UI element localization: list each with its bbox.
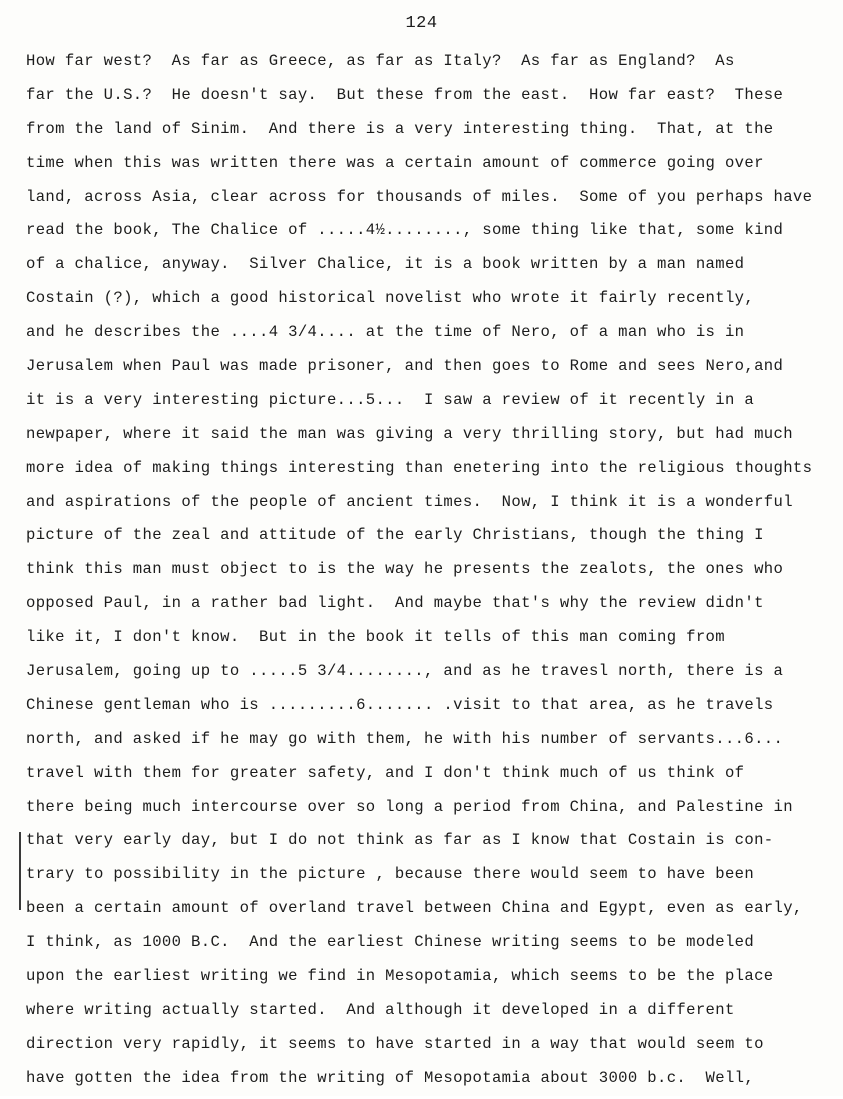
text-line: north, and asked if he may go with them, he with his number of servants...6... [26,729,784,748]
text-line: land, across Asia, clear across for thousands of miles. Some of you perhaps have [26,187,813,206]
text-line: direction very rapidly, it seems to have started in a way that would seem to [26,1034,764,1053]
text-line: Costain (?), which a good historical novelist who wrote it fairly recently, [26,289,755,308]
text-line: read the book, The Chalice of .....4½........, some thing like that, some kind [26,221,784,240]
margin-pencil-mark [19,832,21,910]
text-line: travel with them for greater safety, and I don't think much of us think of [26,763,745,782]
body-text [26,48,841,1099]
text-line: like it, I don't know. But in the book it tells of this man coming from [26,628,725,647]
text-line: trary to possibility in the picture , because there would seem to have been [26,865,755,884]
text-line: Jerusalem when Paul was made prisoner, and then goes to Rome and sees Nero,and [26,357,784,376]
text-line: think this man must object to is the way he presents the zealots, the ones who [26,560,784,579]
text-line: picture of the zeal and attitude of the early Christians, though the thing I [26,526,764,545]
text-line: that very early day, but I do not think as far as I know that Costain is con- [26,831,774,850]
text-line: it is a very interesting picture...5... I saw a review of it recently in a [26,390,755,409]
text-line: from the land of Sinim. And there is a very interesting thing. That, at the [26,119,774,138]
text-line: far the U.S.? He doesn't say. But these from the east. How far east? These [26,85,784,104]
text-line: have gotten the idea from the writing of Mesopotamia about 3000 b.c. Well, [26,1068,755,1087]
text-line: Chinese gentleman who is .........6....... .visit to that area, as he travels [26,695,774,714]
text-line: time when this was written there was a certain amount of commerce going over [26,153,764,172]
text-line: there being much intercourse over so long a period from China, and Palestine in [26,797,793,816]
text-line: I think, as 1000 B.C. And the earliest Chinese writing seems to be modeled [26,933,755,952]
page-number: 124 [405,14,438,33]
text-line: where writing actually started. And although it developed in a different [26,1000,735,1019]
text-line: and aspirations of the people of ancient times. Now, I think it is a wonderful [26,492,793,511]
text-line: of a chalice, anyway. Silver Chalice, it is a book written by a man named [26,255,745,274]
text-line: more idea of making things interesting than enetering into the religious thoughts [26,458,813,477]
text-line: Jerusalem, going up to .....5 3/4........, and as he travesl north, there is a [26,662,784,681]
text-line: been a certain amount of overland travel between China and Egypt, even as early, [26,899,803,918]
text-line: and he describes the ....4 3/4.... at the time of Nero, of a man who is in [26,323,745,342]
text-line: upon the earliest writing we find in Mesopotamia, which seems to be the place [26,967,774,986]
text-line: newpaper, where it said the man was giving a very thrilling story, but had much [26,424,793,443]
text-line: opposed Paul, in a rather bad light. And maybe that's why the review didn't [26,594,764,613]
text-line: How far west? As far as Greece, as far as Italy? As far as England? As [26,52,735,70]
